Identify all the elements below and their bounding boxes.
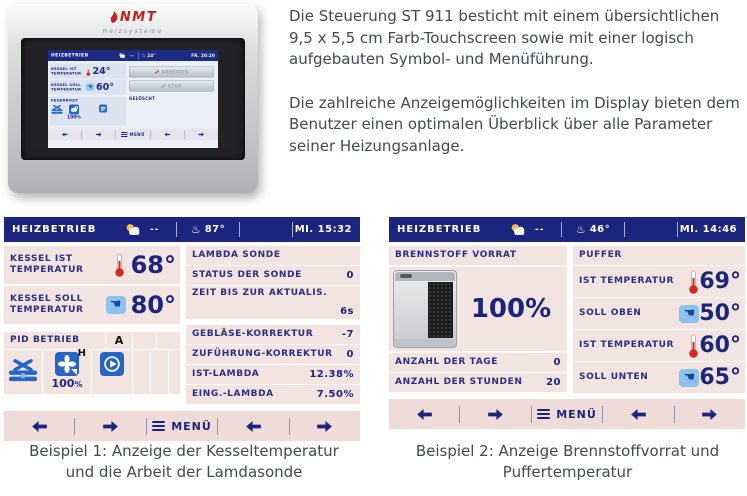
kessel-soll-label: KESSEL SOLL TEMPERATUR — [10, 294, 84, 315]
hand-icon[interactable]: ☚ — [679, 369, 699, 387]
lambda-row: ZUFÜHRUNG-KORREKTUR 0 — [186, 345, 360, 364]
intro-paragraph-2: Die zahlreiche Anzeigemöglichkeiten im Display bieten dem Benutzer einen optimalen Überblick über alle Parameter seiner Heizungsanlage. — [289, 93, 740, 155]
thermometer-icon — [688, 334, 699, 358]
pencil-icon — [161, 84, 166, 88]
fuel-level-panel — [389, 267, 567, 351]
weather-icon — [509, 223, 527, 236]
caption-beispiel-1 — [0, 441, 368, 483]
menu-icon — [121, 132, 128, 137]
status-bar — [4, 217, 360, 242]
weather-value: -- — [150, 224, 160, 235]
kessel-ist-label: KESSEL IST TEMPERATUR — [10, 254, 84, 275]
fan-icon[interactable] — [55, 348, 86, 376]
menu-button[interactable] — [532, 399, 602, 429]
lambda-row: STATUS DER SONDE 0 — [186, 266, 360, 285]
menu-button[interactable] — [147, 411, 217, 441]
lambda-row: EING.-LAMBDA 7.50% — [186, 385, 360, 404]
weather-value: -- — [535, 224, 545, 235]
kessel-ist-value: 68° — [130, 251, 176, 279]
divider — [239, 222, 240, 237]
nav-prev2-button[interactable] — [218, 411, 288, 441]
device-screen — [48, 50, 218, 148]
hand-icon: ☚ — [87, 84, 93, 90]
intro-paragraph-1: Die Steuerung ST 911 besticht mit einem übersichtlichen 9,5 x 5,5 cm Farb-Touchscreen sowie mit einer logisch aufgebauten Symbol- und Menüführung. — [289, 7, 720, 68]
flame-icon — [109, 11, 118, 24]
mini-left-column — [50, 64, 126, 126]
pid-label: PID BETRIEB — [10, 335, 80, 345]
thermometer-icon — [86, 66, 91, 76]
caption-line: und die Arbeit der Lamdasonde — [65, 463, 303, 481]
arrow-left-icon — [417, 409, 432, 420]
mini-nav-bar — [48, 129, 218, 141]
lambda-row: GEBLÄSE-KORREKTUR -7 — [186, 325, 360, 344]
mini-header — [48, 50, 218, 61]
device-bezel — [21, 38, 245, 160]
mini-kessel-ist-row — [50, 64, 126, 79]
heating-temp: 87° — [204, 224, 226, 235]
divider — [138, 52, 139, 60]
arrow-right-icon — [96, 133, 102, 137]
kessel-column — [4, 246, 180, 405]
mini-title: HEIZBETRIEB — [51, 53, 89, 58]
nav-bar — [4, 411, 360, 441]
mini-status-text: GELÖSCHT — [129, 96, 156, 101]
heating-temp: 46° — [589, 224, 611, 235]
puffer-ist-unten-row: IST TEMPERATUR 60° — [573, 330, 745, 361]
nav-prev-button[interactable] — [389, 399, 459, 429]
mini-fan-percent: 100% — [67, 115, 81, 120]
lambda-title: LAMBDA SONDE — [192, 250, 281, 260]
divider — [624, 222, 625, 237]
puffer-column — [573, 246, 745, 393]
boiler-image — [393, 270, 457, 348]
brennstoff-column — [389, 246, 567, 393]
brand-logo — [8, 11, 258, 38]
mini-stop-label: STOP — [168, 83, 182, 89]
caption-beispiel-2 — [388, 441, 747, 483]
fan-percent: 100% — [51, 377, 83, 390]
hand-icon[interactable]: ☚ — [106, 296, 126, 314]
nav-next2-button[interactable] — [290, 411, 360, 441]
mini-kessel-soll-value: 60° — [96, 81, 114, 93]
puffer-value: 65° — [699, 365, 741, 390]
caption-line: Beispiel 2: Anzeige Brennstoffvorrat und — [415, 442, 720, 460]
fuel-days-row: ANZAHL DER TAGE 0 — [389, 353, 567, 372]
nav-next2-button[interactable] — [675, 399, 745, 429]
lambda-row: IST-LAMBDA 12.38% — [186, 365, 360, 384]
grate-icon[interactable] — [8, 358, 38, 383]
mini-right-column — [129, 64, 216, 126]
puffer-soll-unten-row[interactable]: SOLL UNTEN ☚ 65° — [573, 362, 745, 393]
screenshot-beispiel-2 — [389, 217, 745, 429]
arrow-left-icon — [32, 421, 47, 432]
kessel-soll-value: 80° — [130, 291, 176, 319]
mini-feuerrost-label: FEUERROST — [50, 97, 126, 104]
puffer-ist-oben-row: IST TEMPERATUR 69° — [573, 266, 745, 297]
screenshot-beispiel-1 — [4, 217, 360, 441]
heating-icon: ♨ — [575, 223, 586, 236]
mini-kessel-soll-row — [50, 80, 126, 95]
brennstoff-title: BRENNSTOFF VORRAT — [395, 250, 517, 260]
mini-weather-value: -- — [130, 53, 135, 58]
fuel-hours-row: ANZAHL DER STUNDEN 20 — [389, 373, 567, 392]
mini-kessel-ist-value: 24° — [92, 65, 111, 77]
hand-icon[interactable]: ☚ — [679, 305, 699, 323]
mini-icons-row — [50, 104, 126, 126]
fan-mode-flag: H — [77, 348, 86, 359]
screen-title: HEIZBETRIEB — [12, 224, 97, 235]
status-bar — [389, 217, 745, 242]
arrow-right-icon — [702, 409, 717, 420]
mini-heat-temp: 24° — [147, 53, 156, 58]
nav-next-button[interactable] — [460, 399, 530, 429]
brand-subtitle: Heizsysteme — [102, 28, 164, 35]
arrow-right-icon — [317, 421, 332, 432]
grate-icon — [51, 105, 63, 115]
mini-anheizen-button — [129, 67, 214, 78]
thermometer-icon — [114, 253, 125, 277]
arrow-left-icon — [164, 133, 170, 137]
nav-bar — [389, 399, 745, 429]
panel-icon — [99, 105, 107, 113]
cloud-pause-icon — [69, 105, 79, 115]
puffer-title: PUFFER — [579, 250, 622, 260]
caption-line: Puffertemperatur — [502, 463, 633, 481]
pump-icon[interactable] — [100, 352, 124, 376]
mini-clock: FR. 20:20 — [191, 53, 215, 58]
heating-icon: ♨ — [190, 223, 201, 236]
brand-name: NMT — [119, 10, 158, 25]
screen-title: HEIZBETRIEB — [397, 224, 482, 235]
menu-icon — [537, 409, 550, 419]
arrow-right-icon — [103, 421, 118, 432]
caption-line: Beispiel 1: Anzeige der Kesseltemperatur — [29, 442, 339, 460]
mini-anheizen-label: ANHEIZEN — [161, 69, 189, 75]
arrow-left-icon — [631, 409, 646, 420]
arrow-right-icon — [488, 409, 503, 420]
mini-kessel-soll-label: KESSEL SOLL TEMPERATUR — [51, 82, 82, 92]
menu-label: MENÜ — [171, 419, 212, 433]
clock: MI. 15:32 — [294, 224, 352, 235]
weather-icon — [124, 223, 142, 236]
arrow-left-icon — [246, 421, 261, 432]
pid-mode: A — [106, 332, 132, 349]
puffer-soll-oben-row[interactable]: SOLL OBEN ☚ 50° — [573, 298, 745, 329]
thermometer-icon — [688, 270, 699, 294]
lambda-row: ZEIT BIS ZUR AKTUALIS. 6s — [186, 286, 360, 319]
clock: MI. 14:46 — [679, 224, 737, 235]
nav-next-button[interactable] — [75, 411, 145, 441]
pencil-icon — [155, 70, 160, 74]
kessel-soll-row[interactable] — [4, 286, 180, 324]
menu-label: MENÜ — [556, 407, 597, 421]
puffer-value: 50° — [699, 301, 741, 326]
lambda-panel — [186, 246, 360, 405]
intro-text — [289, 6, 745, 179]
heating-icon: ♨ — [141, 52, 146, 58]
puffer-value: 69° — [699, 269, 741, 294]
mini-stop-button — [129, 81, 214, 92]
puffer-value: 60° — [699, 333, 741, 358]
kessel-ist-row — [4, 246, 180, 284]
device-photo — [8, 4, 258, 193]
menu-icon — [152, 421, 165, 431]
arrow-right-icon — [198, 133, 204, 137]
nav-prev-button[interactable] — [4, 411, 74, 441]
nav-prev2-button[interactable] — [603, 399, 673, 429]
mini-kessel-ist-label: KESSEL IST TEMPERATUR — [51, 66, 82, 76]
weather-icon — [118, 53, 126, 59]
pid-row — [4, 332, 180, 349]
actuator-icons-row — [4, 350, 180, 394]
fuel-percent: 100% — [470, 294, 552, 324]
arrow-left-icon — [62, 133, 68, 137]
mini-menu-label: MENÜ — [129, 132, 145, 137]
